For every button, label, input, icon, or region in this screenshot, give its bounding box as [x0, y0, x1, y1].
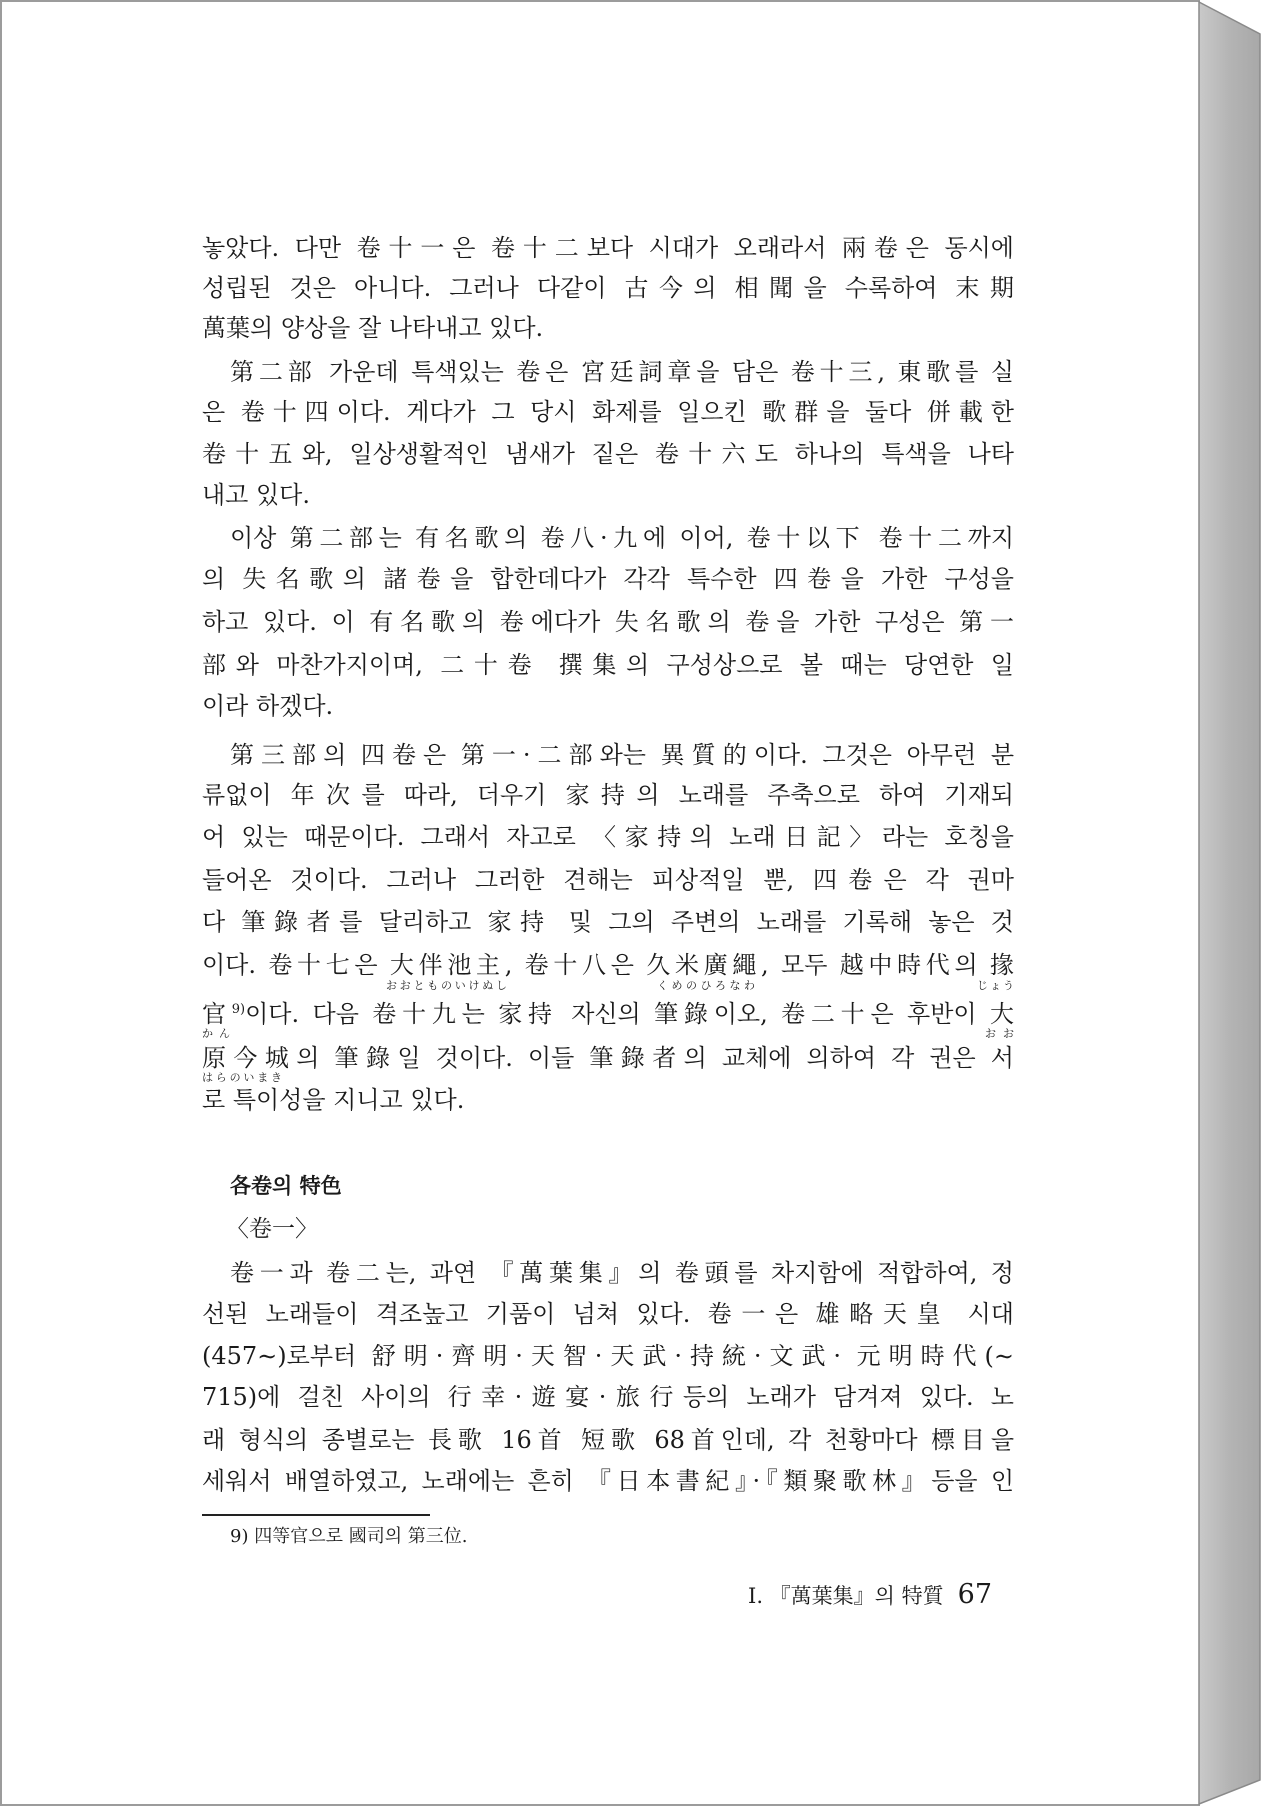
text-line: 내고 있다. [202, 481, 310, 509]
text-line: 래 형식의 종별로는 長歌 16首 短歌 68首인데, 각 천황마다 標目을 [202, 1426, 1014, 1454]
ruby-annotation: おおとものいけぬし [386, 979, 507, 992]
text-line: 715)에 걸친 사이의 行幸·遊宴·旅行등의 노래가 담겨져 있다. 노 [202, 1383, 1014, 1411]
text-line: 原今城의 筆錄일 것이다. 이들 筆錄者의 교체에 의하여 각 권은 서 [202, 1044, 1014, 1072]
text-line: 로 특이성을 지니고 있다. [202, 1086, 465, 1114]
text-line: 萬葉의 양상을 잘 나타내고 있다. [202, 314, 544, 342]
footnote-divider [202, 1514, 430, 1516]
text-line: 성립된 것은 아니다. 그러나 다같이 古今의 相聞을 수록하여 末期 [202, 274, 1014, 302]
text-line: 이상 第二部는 有名歌의 卷八·九에 이어, 卷十以下 卷十二까지 [230, 524, 1014, 552]
text-line: (457∼)로부터 舒明·齊明·天智·天武·持統·文武· 元明時代(∼ [202, 1342, 1014, 1370]
text-line: 은 卷十四이다. 게다가 그 당시 화제를 일으킨 歌群을 둘다 併載한 [202, 398, 1014, 426]
text-line: 第二部 가운데 특색있는 卷은 宮廷詞章을 담은 卷十三, 東歌를 실 [230, 358, 1014, 386]
footnote: 9) 四等官으로 國司의 第三位. [230, 1526, 468, 1547]
text-segment: 官 [202, 1000, 232, 1028]
text-line: 놓았다. 다만 卷十一은 卷十二보다 시대가 오래라서 兩卷은 동시에 [202, 234, 1014, 262]
text-line: 어 있는 때문이다. 그래서 자고로 〈家持의 노래日記〉라는 호칭을 [202, 823, 1014, 851]
text-line: 部와 마찬가지이며, 二十卷 撰集의 구성상으로 볼 때는 당연한 일 [202, 651, 1014, 679]
text-line: 第三部의 四卷은 第一·二部와는 異質的이다. 그것은 아무런 분 [230, 741, 1014, 769]
text-line: 하고 있다. 이 有名歌의 卷에다가 失名歌의 卷을 가한 구성은 第一 [202, 608, 1014, 636]
footnote-reference: 9) [231, 1002, 246, 1017]
text-line [202, 999, 1014, 1029]
text-line: 들어온 것이다. 그러나 그러한 견해는 피상적일 뿐, 四卷은 각 권마 [202, 866, 1014, 894]
text-line: 다 筆錄者를 달리하고 家持 및 그의 주변의 노래를 기록해 놓은 것 [202, 908, 1014, 936]
running-footer [640, 1578, 992, 1615]
text-line: 卷一과 卷二는, 과연 『萬葉集』의 卷頭를 차지함에 적합하여, 정 [230, 1259, 1014, 1287]
text-segment: 이다. 다음 卷十九는 家持 자신의 筆錄이오, 卷二十은 후반이 大 [245, 1000, 1014, 1028]
text-line: 의 失名歌의 諸卷을 합한데다가 각각 특수한 四卷을 가한 구성을 [202, 565, 1014, 593]
ruby-annotation: おお [985, 1027, 1014, 1040]
ruby-annotation: じょう [977, 979, 1014, 992]
text-line: 선된 노래들이 격조높고 기품이 넘쳐 있다. 卷一은 雄略天皇 시대 [202, 1300, 1014, 1328]
text-line: 卷十五와, 일상생활적인 냄새가 짙은 卷十六도 하나의 특색을 나타 [202, 440, 1014, 468]
ruby-annotation: はらのいまき [202, 1071, 282, 1084]
text-line: 세워서 배열하였고, 노래에는 흔히 『日本書紀』·『類聚歌林』등을 인 [202, 1467, 1014, 1495]
footer-title: Ⅰ. 『萬葉集』의 特質 [748, 1584, 944, 1608]
page-number: 67 [957, 1579, 992, 1610]
text-line: 류없이 年次를 따라, 더우기 家持의 노래를 주축으로 하여 기재되 [202, 781, 1014, 809]
section-heading: 各卷의 特色 [230, 1173, 342, 1198]
ruby-annotation: かん [202, 1027, 230, 1040]
text-line: 이다. 卷十七은 大伴池主, 卷十八은 久米廣繩, 모두 越中時代의 掾 [202, 951, 1014, 979]
page-edge-shading [1196, 0, 1274, 1806]
ruby-annotation: くめのひろなわ [657, 979, 755, 992]
section-subheading: 〈卷一〉 [226, 1216, 318, 1242]
text-line: 이라 하겠다. [202, 692, 334, 720]
